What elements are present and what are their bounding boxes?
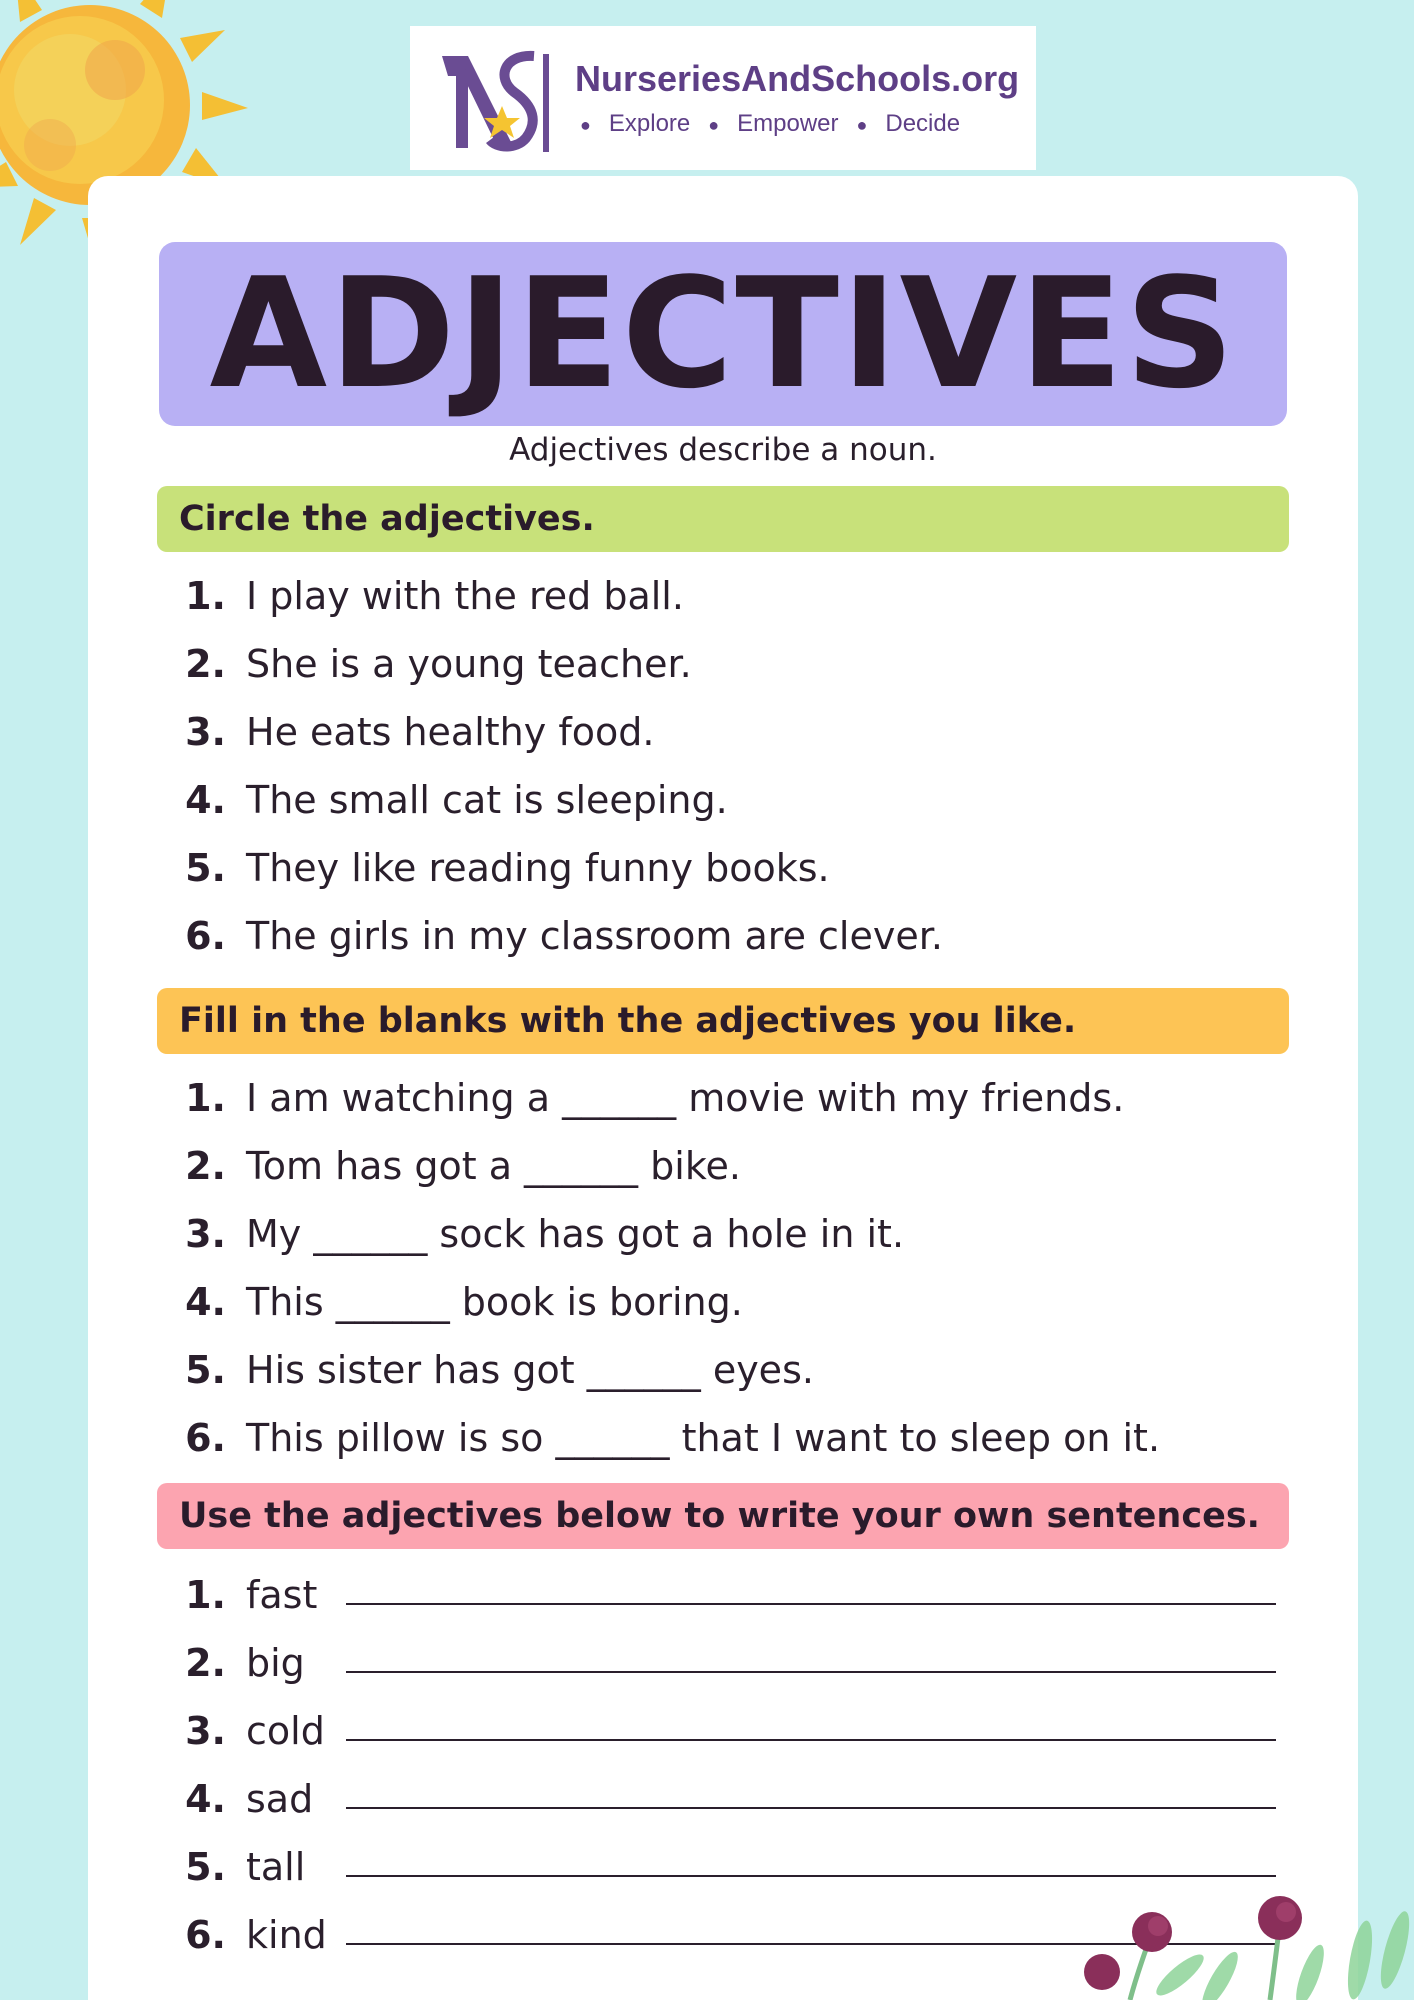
item-number: 1. xyxy=(185,1573,226,1617)
circle-exercise-list xyxy=(178,562,1288,970)
item-sentence: He eats healthy food. xyxy=(246,710,655,754)
item-sentence: I am watching a ______ movie with my friends. xyxy=(246,1076,1125,1120)
item-number: 4. xyxy=(185,1280,226,1324)
answer-line[interactable] xyxy=(346,1699,1276,1741)
item-sentence: This pillow is so ______ that I want to sleep on it. xyxy=(246,1416,1161,1460)
adjective-word: tall xyxy=(246,1845,306,1889)
adjective-word: cold xyxy=(246,1709,325,1753)
section-circle-heading: Circle the adjectives. xyxy=(157,486,1289,552)
title-banner xyxy=(159,242,1287,426)
item-sentence: The girls in my classroom are clever. xyxy=(246,914,943,958)
item-sentence: My ______ sock has got a hole in it. xyxy=(246,1212,905,1256)
list-item xyxy=(178,1132,1288,1200)
logo-banner xyxy=(410,26,1036,170)
item-sentence: They like reading funny books. xyxy=(246,846,830,890)
list-item xyxy=(178,834,1288,902)
list-item xyxy=(178,1268,1288,1336)
item-number: 4. xyxy=(185,778,226,822)
list-item xyxy=(178,902,1288,970)
list-item xyxy=(178,1629,1288,1697)
item-number: 5. xyxy=(185,1845,226,1889)
item-sentence: This ______ book is boring. xyxy=(246,1280,743,1324)
item-number: 5. xyxy=(185,1348,226,1392)
logo-site-name: NurseriesAndSchools.org xyxy=(575,58,1020,99)
adjective-word: big xyxy=(246,1641,305,1685)
bullet-icon: ● xyxy=(856,115,868,135)
list-item xyxy=(178,1697,1288,1765)
item-number: 4. xyxy=(185,1777,226,1821)
item-number: 2. xyxy=(185,1641,226,1685)
logo-mark-icon xyxy=(434,48,564,156)
item-number: 2. xyxy=(185,642,226,686)
list-item xyxy=(178,698,1288,766)
list-item xyxy=(178,1765,1288,1833)
item-sentence: The small cat is sleeping. xyxy=(246,778,728,822)
item-number: 6. xyxy=(185,1913,226,1957)
answer-line[interactable] xyxy=(346,1631,1276,1673)
flowers-illustration xyxy=(1060,1880,1414,2000)
answer-line[interactable] xyxy=(346,1835,1276,1877)
list-item xyxy=(178,1336,1288,1404)
item-number: 2. xyxy=(185,1144,226,1188)
page-title: ADJECTIVES xyxy=(209,245,1237,422)
section-fill-blanks-heading: Fill in the blanks with the adjectives you like. xyxy=(157,988,1289,1054)
item-sentence: Tom has got a ______ bike. xyxy=(246,1144,741,1188)
item-number: 6. xyxy=(185,1416,226,1460)
adjective-word: kind xyxy=(246,1913,327,1957)
list-item xyxy=(178,562,1288,630)
item-number: 5. xyxy=(185,846,226,890)
item-number: 3. xyxy=(185,1709,226,1753)
item-sentence: She is a young teacher. xyxy=(246,642,692,686)
section-write-sentences-heading: Use the adjectives below to write your own sentences. xyxy=(157,1483,1289,1549)
bullet-icon: ● xyxy=(580,115,591,135)
list-item xyxy=(178,766,1288,834)
answer-line[interactable] xyxy=(346,1767,1276,1809)
tagline-explore: Explore xyxy=(608,110,691,137)
item-number: 3. xyxy=(185,710,226,754)
fill-blanks-exercise-list xyxy=(178,1064,1288,1472)
list-item xyxy=(178,1404,1288,1472)
item-number: 6. xyxy=(185,914,226,958)
item-number: 1. xyxy=(185,1076,226,1120)
adjective-word: fast xyxy=(246,1573,318,1617)
item-sentence: His sister has got ______ eyes. xyxy=(246,1348,814,1392)
item-number: 1. xyxy=(185,574,226,618)
tagline-decide: Decide xyxy=(885,110,961,137)
list-item xyxy=(178,1200,1288,1268)
list-item xyxy=(178,1561,1288,1629)
tagline-empower: Empower xyxy=(737,110,839,137)
adjective-word: sad xyxy=(246,1777,314,1821)
list-item xyxy=(178,630,1288,698)
list-item xyxy=(178,1064,1288,1132)
item-number: 3. xyxy=(185,1212,226,1256)
page-subtitle: Adjectives describe a noun. xyxy=(509,432,937,468)
bullet-icon: ● xyxy=(708,115,720,135)
logo-tagline xyxy=(580,110,960,140)
item-sentence: I play with the red ball. xyxy=(246,574,684,618)
answer-line[interactable] xyxy=(346,1563,1276,1605)
